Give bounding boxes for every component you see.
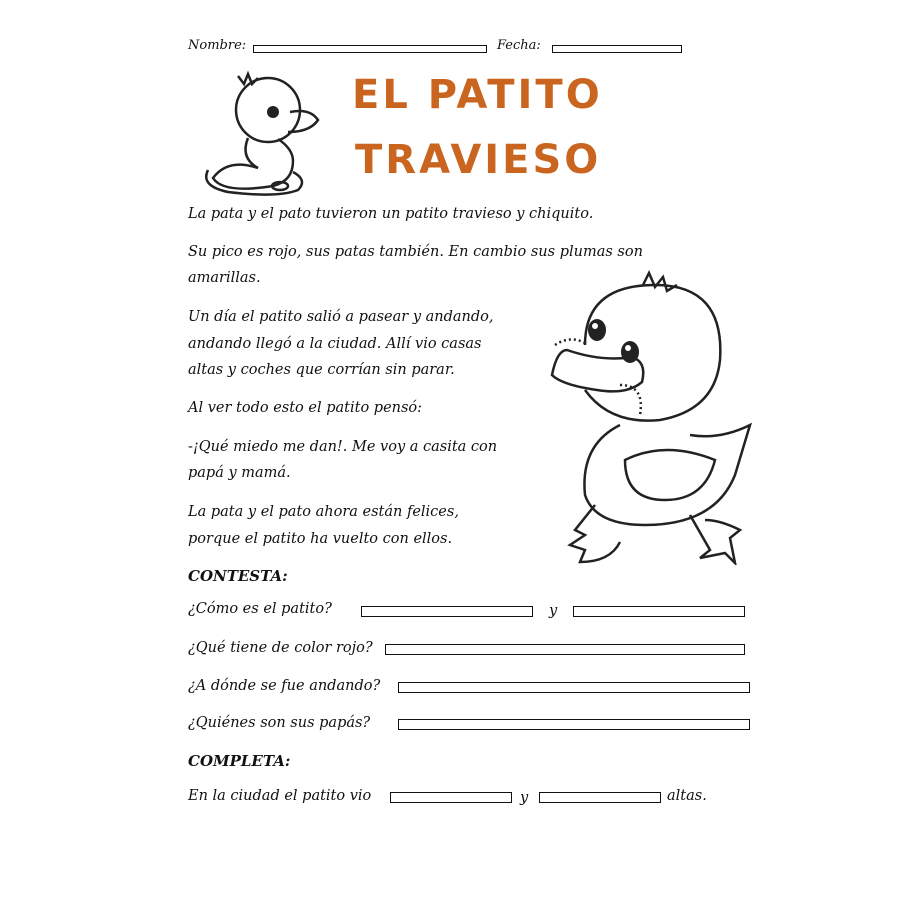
answer-1b-field[interactable] xyxy=(573,606,745,617)
question-4: ¿Quiénes son sus papás? xyxy=(188,715,371,731)
question-3: ¿A dónde se fue andando? xyxy=(188,678,381,694)
story-line: Un día el patito salió a pasear y andando, xyxy=(188,309,494,325)
conjunction-y: y xyxy=(549,603,558,619)
story-line: La pata y el pato ahora están felices, xyxy=(188,504,459,520)
complete-sentence-end: altas. xyxy=(667,788,707,804)
question-2: ¿Qué tiene de color rojo? xyxy=(188,640,373,656)
completa-heading: COMPLETA: xyxy=(188,752,291,770)
story-line: porque el patito ha vuelto con ellos. xyxy=(188,531,453,547)
answer-3-field[interactable] xyxy=(398,682,750,693)
complete-sentence-start: En la ciudad el patito vio xyxy=(188,788,372,804)
answer-1a-field[interactable] xyxy=(361,606,533,617)
answer-2-field[interactable] xyxy=(385,644,745,655)
story-line: -¡Qué miedo me dan!. Me voy a casita con xyxy=(188,439,498,455)
date-field[interactable] xyxy=(552,45,682,53)
contesta-heading: CONTESTA: xyxy=(188,567,288,585)
name-field[interactable] xyxy=(253,45,487,53)
story-line: Su pico es rojo, sus patas también. En cambio sus plumas son xyxy=(188,244,643,260)
question-1: ¿Cómo es el patito? xyxy=(188,601,332,617)
answer-4-field[interactable] xyxy=(398,719,750,730)
story-line: amarillas. xyxy=(188,270,261,286)
title-line-2: TRAVIESO xyxy=(355,137,602,183)
story-line: altas y coches que corrían sin parar. xyxy=(188,362,455,378)
story-line: andando llegó a la ciudad. Allí vio casas xyxy=(188,336,482,352)
name-label: Nombre: xyxy=(188,38,247,53)
story-line: papá y mamá. xyxy=(188,465,291,481)
title-line-1: EL PATITO xyxy=(352,72,603,118)
date-label: Fecha: xyxy=(497,38,541,53)
story-line: La pata y el pato tuvieron un patito travieso y chiquito. xyxy=(188,206,594,222)
complete-blank-1[interactable] xyxy=(390,792,512,803)
complete-conjunction-y: y xyxy=(520,790,529,806)
small-duck-illustration xyxy=(198,68,326,198)
story-line: Al ver todo esto el patito pensó: xyxy=(188,400,423,416)
large-duck-illustration xyxy=(525,265,760,565)
complete-blank-2[interactable] xyxy=(539,792,661,803)
